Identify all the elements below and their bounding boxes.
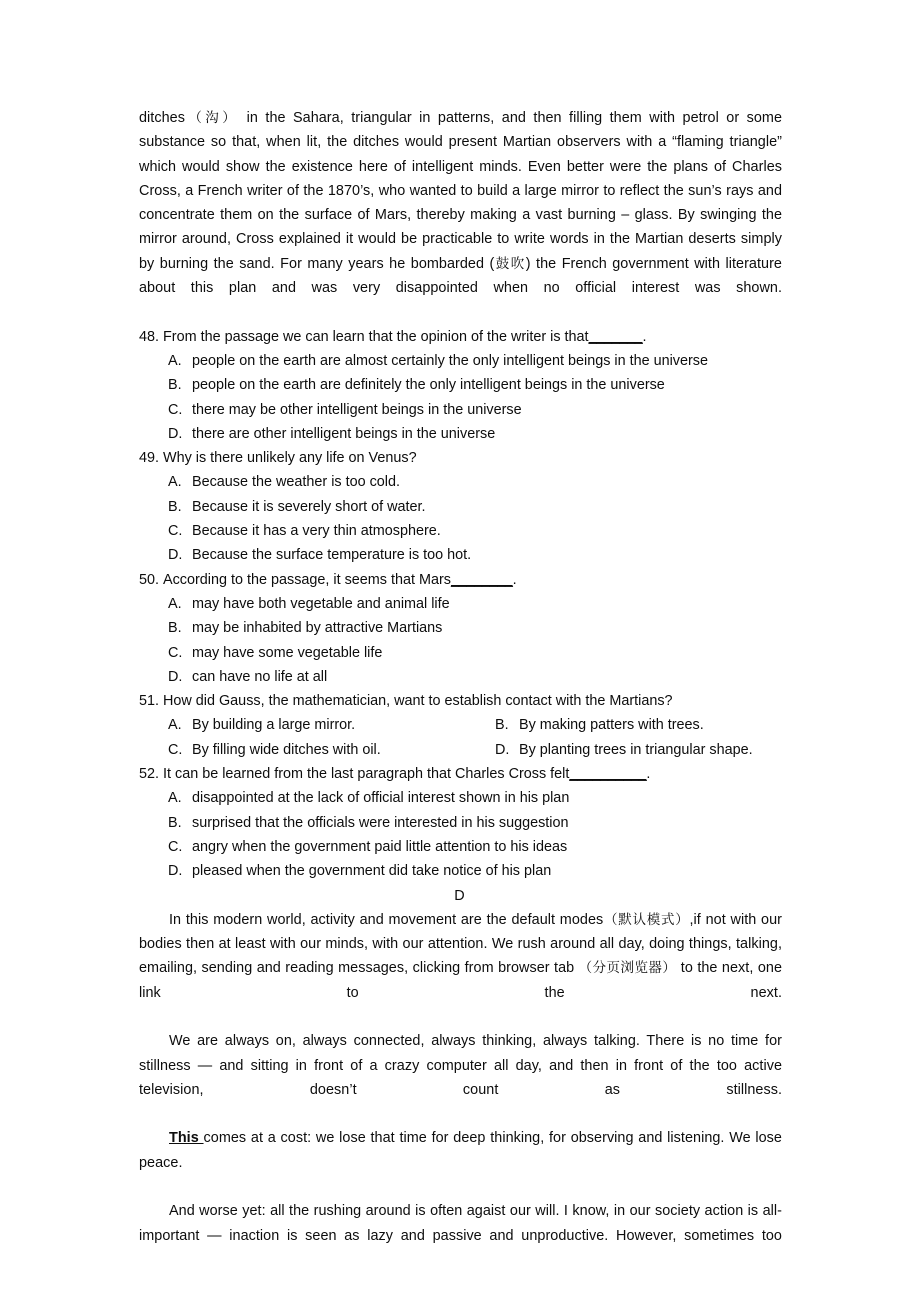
question-stem-52 bbox=[139, 762, 782, 786]
option-letter: A. bbox=[168, 717, 182, 734]
passage-c-text-tail: ) the French government with literature about this plan and was very disappointed when no official interest was shown. bbox=[139, 255, 782, 297]
option-text: may have some vegetable life bbox=[192, 644, 383, 661]
option-51-d[interactable] bbox=[495, 738, 753, 762]
option-51-b[interactable] bbox=[495, 713, 704, 737]
option-text: people on the earth are almost certainly the only intelligent beings in the universe bbox=[192, 352, 708, 369]
emphasis-this: This bbox=[169, 1130, 204, 1147]
option-row-51-ab bbox=[139, 713, 782, 737]
option-letter: B. bbox=[168, 620, 182, 637]
option-51-a[interactable] bbox=[168, 713, 495, 737]
option-text: people on the earth are definitely the only intelligent beings in the universe bbox=[192, 377, 665, 394]
question-number-50: 50. bbox=[139, 571, 160, 588]
option-49-c[interactable] bbox=[139, 519, 782, 543]
cjk-gloss-browser-tab: （分页浏览器） bbox=[578, 960, 677, 977]
paragraph-text-part-2: ,if not with our bodies then at least with our minds, with our attention. We rush around all day, doing things, talking, emailing, sending and reading messages, clicking from browser tab bbox=[139, 911, 782, 977]
option-list-51 bbox=[139, 713, 782, 762]
option-49-d[interactable] bbox=[139, 543, 782, 567]
option-text: By building a large mirror. bbox=[192, 717, 356, 734]
option-list-49 bbox=[139, 470, 782, 567]
option-list-50 bbox=[139, 592, 782, 689]
question-tail-52: . bbox=[646, 766, 651, 783]
question-number-51: 51. bbox=[139, 693, 160, 710]
option-text: there may be other intelligent beings in the universe bbox=[192, 401, 522, 418]
option-letter: B. bbox=[495, 717, 509, 734]
option-text: surprised that the officials were interested in his suggestion bbox=[192, 814, 569, 831]
paragraph-text-part-1: In this modern world, activity and movement are the default modes bbox=[169, 911, 604, 928]
option-50-c[interactable] bbox=[139, 641, 782, 665]
option-text: there are other intelligent beings in the universe bbox=[192, 425, 496, 442]
section-heading-d: D bbox=[454, 887, 465, 904]
option-text: By filling wide ditches with oil. bbox=[192, 741, 381, 758]
option-text: disappointed at the lack of official interest shown in his plan bbox=[192, 790, 570, 807]
answer-blank-48: _______ bbox=[588, 328, 643, 345]
cjk-gloss-ditch: （沟） bbox=[184, 110, 240, 126]
option-letter: C. bbox=[168, 523, 183, 540]
option-letter: B. bbox=[168, 498, 182, 515]
option-52-a[interactable] bbox=[139, 786, 782, 810]
question-tail-48: . bbox=[642, 328, 647, 345]
option-text: By planting trees in triangular shape. bbox=[519, 741, 753, 758]
passage-c-text-lead: ditches bbox=[139, 110, 185, 126]
option-letter: A. bbox=[168, 474, 182, 491]
question-text-49: Why is there unlikely any life on Venus? bbox=[163, 450, 417, 467]
question-text-52: It can be learned from the last paragraph that Charles Cross felt bbox=[163, 766, 570, 783]
question-number-52: 52. bbox=[139, 766, 160, 783]
option-50-a[interactable] bbox=[139, 592, 782, 616]
question-number-49: 49. bbox=[139, 450, 160, 467]
question-stem-48 bbox=[139, 325, 782, 349]
option-text: Because it is severely short of water. bbox=[192, 498, 426, 515]
option-list-52 bbox=[139, 786, 782, 883]
option-letter: A. bbox=[168, 790, 182, 807]
cjk-gloss-default-modes: （默认模式） bbox=[603, 911, 690, 928]
option-row-51-cd bbox=[139, 738, 782, 762]
option-letter: B. bbox=[168, 377, 182, 394]
section-d-paragraph-2: We are always on, always connected, always thinking, always talking. There is no time for stillness — and sitting in front of a crazy computer all day, and then in front of the too active television, doesn’t count as stillness. bbox=[139, 1033, 782, 1098]
option-letter: D. bbox=[168, 425, 183, 442]
option-text: By making patters with trees. bbox=[519, 717, 704, 734]
option-letter: C. bbox=[168, 741, 183, 758]
option-48-a[interactable] bbox=[139, 349, 782, 373]
option-list-48 bbox=[139, 349, 782, 446]
option-letter: D. bbox=[495, 741, 510, 758]
option-text: Because it has a very thin atmosphere. bbox=[192, 523, 441, 540]
question-number-48: 48. bbox=[139, 328, 160, 345]
passage-c-text-main: in the Sahara, triangular in patterns, and then filling them with petrol or some substance so that, when lit, the ditches would present Martian observers with a “flaming triangle” which would show the existence here of intelligent minds. Even better were the plans of Charles Cross, a French writer of the 1870’s, who wanted to build a large mirror to reflect the sun’s rays and concentrate them on the surface of Mars, thereby making a vast burning – glass. By swinging the mirror around, Cross explained it would be practicable to write words in the Martian deserts simply by burning the sand. For many years he bombarded ( bbox=[139, 110, 782, 272]
option-49-b[interactable] bbox=[139, 495, 782, 519]
option-letter: C. bbox=[168, 838, 183, 855]
option-letter: D. bbox=[168, 547, 183, 564]
section-d-paragraph-3 bbox=[139, 1126, 782, 1199]
section-d-paragraph-1 bbox=[139, 908, 782, 1029]
question-text-48: From the passage we can learn that the opinion of the writer is that bbox=[163, 328, 589, 345]
option-letter: C. bbox=[168, 401, 183, 418]
option-text: can have no life at all bbox=[192, 668, 328, 685]
option-49-a[interactable] bbox=[139, 470, 782, 494]
option-52-d[interactable] bbox=[139, 859, 782, 883]
question-text-50: According to the passage, it seems that Mars bbox=[163, 571, 451, 588]
question-stem-49 bbox=[139, 446, 782, 470]
option-51-c[interactable] bbox=[168, 738, 495, 762]
question-text-51: How did Gauss, the mathematician, want to establish contact with the Martians? bbox=[163, 693, 673, 710]
option-52-c[interactable] bbox=[139, 835, 782, 859]
paragraph-3-text: comes at a cost: we lose that time for deep thinking, for observing and listening. We lose peace. bbox=[139, 1130, 782, 1171]
option-50-b[interactable] bbox=[139, 616, 782, 640]
option-50-d[interactable] bbox=[139, 665, 782, 689]
answer-blank-52: __________ bbox=[569, 766, 647, 783]
option-letter: A. bbox=[168, 352, 182, 369]
option-letter: C. bbox=[168, 644, 183, 661]
option-text: pleased when the government did take notice of his plan bbox=[192, 863, 552, 880]
option-letter: D. bbox=[168, 863, 183, 880]
question-tail-50: . bbox=[512, 571, 517, 588]
question-stem-50 bbox=[139, 568, 782, 592]
option-letter: A. bbox=[168, 595, 182, 612]
page-content bbox=[139, 106, 782, 1272]
paragraph-text-part-3: to the next, one link to the next. bbox=[139, 960, 782, 1001]
question-stem-51 bbox=[139, 689, 782, 713]
option-48-d[interactable] bbox=[139, 422, 782, 446]
cjk-gloss-bombarded: 鼓吹 bbox=[494, 255, 526, 272]
section-d-paragraph-4: And worse yet: all the rushing around is often agaist our will. I know, in our society action is all-important — inaction is seen as lazy and passive and unproductive. However, sometimes too bbox=[139, 1203, 782, 1244]
option-48-c[interactable] bbox=[139, 398, 782, 422]
option-text: may have both vegetable and animal life bbox=[192, 595, 450, 612]
option-text: may be inhabited by attractive Martians bbox=[192, 620, 443, 637]
option-text: Because the weather is too cold. bbox=[192, 474, 400, 491]
option-letter: D. bbox=[168, 668, 183, 685]
option-letter: B. bbox=[168, 814, 182, 831]
answer-blank-50: ________ bbox=[450, 571, 513, 588]
option-text: angry when the government paid little attention to his ideas bbox=[192, 838, 568, 855]
passage-c-continued-paragraph bbox=[139, 106, 782, 325]
option-text: Because the surface temperature is too hot. bbox=[192, 547, 472, 564]
option-52-b[interactable] bbox=[139, 811, 782, 835]
option-48-b[interactable] bbox=[139, 373, 782, 397]
